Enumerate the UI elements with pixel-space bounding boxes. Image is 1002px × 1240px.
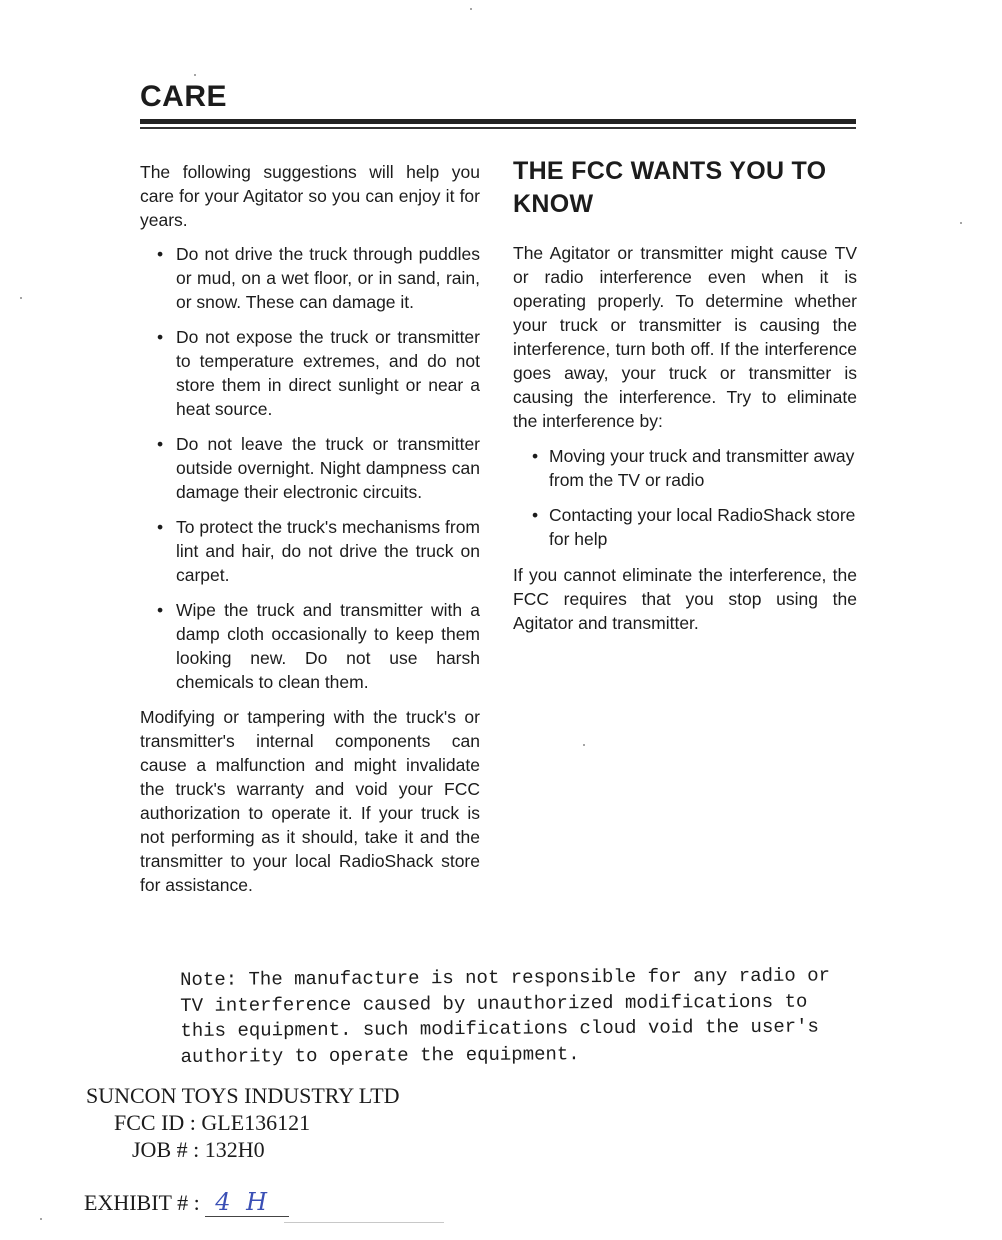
exhibit-line xyxy=(84,1188,289,1217)
scan-speck xyxy=(470,8,472,10)
bullet-icon: • xyxy=(532,505,539,525)
scan-speck xyxy=(960,222,962,224)
typed-note: Note: The manufacture is not responsible for any radio or TV interference caused by unauthorized modifications to this equipment. such modifications cloud void the user's authority to operate the equipment. xyxy=(180,964,831,1068)
exhibit-handwritten-value: 4 H xyxy=(205,1188,289,1217)
exhibit-label: EXHIBIT # : xyxy=(84,1190,200,1215)
title-rule-thin xyxy=(140,127,856,129)
bullet-icon: • xyxy=(157,434,164,454)
care-bullet-text: Do not expose the truck or transmitter to temperature extremes, and do not store them in direct sunlight or near a heat source. xyxy=(176,327,480,419)
scan-speck xyxy=(194,74,196,76)
care-bullet-item xyxy=(140,325,480,421)
care-title: CARE xyxy=(140,80,228,113)
stamp-fcc-id: FCC ID : GLE136121 xyxy=(114,1110,311,1135)
fcc-bullet-item xyxy=(513,444,857,492)
bullet-icon: • xyxy=(157,244,164,264)
care-bullet-item xyxy=(140,432,480,504)
fcc-column xyxy=(513,155,857,635)
care-closing-paragraph: Modifying or tampering with the truck's or transmitter's internal components can cause a malfunction and might invalidate the truck's warranty and void your FCC authorization to operate it. If your truck is not performing as it should, take it and the transmitter to your local RadioShack store for assistance. xyxy=(140,707,480,895)
care-column xyxy=(140,160,480,897)
fcc-bullet-text: Contacting your local RadioShack store for help xyxy=(549,505,856,549)
scan-speck xyxy=(20,297,22,299)
bullet-icon: • xyxy=(157,600,164,620)
care-bullet-item xyxy=(140,598,480,694)
bullet-icon: • xyxy=(157,517,164,537)
care-intro: The following suggestions will help you care for your Agitator so you can enjoy it for years. xyxy=(140,162,480,230)
fcc-bullet-item xyxy=(513,503,857,551)
fcc-bullet-list xyxy=(513,444,857,551)
care-bullet-text: Do not drive the truck through puddles or mud, on a wet floor, or in sand, rain, or snow. These can damage it. xyxy=(176,244,480,312)
fcc-heading: THE FCC WANTS YOU TO KNOW xyxy=(513,157,827,218)
exhibit-underline xyxy=(284,1222,444,1223)
fcc-intro: The Agitator or transmitter might cause TV or radio interference even when it is operating properly. To determine whether your truck or transmitter is causing the interference, turn both off. If the interference goes away, your truck or transmitter is causing the interference. Try to eliminate the interference by: xyxy=(513,243,857,431)
care-bullet-list xyxy=(140,242,480,694)
care-bullet-text: Wipe the truck and transmitter with a damp cloth occasionally to keep them looking new. Do not use harsh chemicals to clean them. xyxy=(176,600,480,692)
scan-speck xyxy=(40,1218,42,1220)
fcc-bullet-text: Moving your truck and transmitter away from the TV or radio xyxy=(549,446,855,490)
bullet-icon: • xyxy=(532,446,539,466)
care-bullet-item xyxy=(140,515,480,587)
care-bullet-text: To protect the truck's mechanisms from lint and hair, do not drive the truck on carpet. xyxy=(176,517,480,585)
bullet-icon: • xyxy=(157,327,164,347)
care-bullet-item xyxy=(140,242,480,314)
stamp-company-name: SUNCON TOYS INDUSTRY LTD xyxy=(86,1083,400,1108)
fcc-outro: If you cannot eliminate the interference, the FCC requires that you stop using the Agitator and transmitter. xyxy=(513,565,857,633)
care-bullet-text: Do not leave the truck or transmitter outside overnight. Night dampness can damage their electronic circuits. xyxy=(176,434,480,502)
scan-speck xyxy=(583,744,585,746)
title-rule-thick xyxy=(140,119,856,124)
stamp-job-number: JOB # : 132H0 xyxy=(132,1137,265,1162)
